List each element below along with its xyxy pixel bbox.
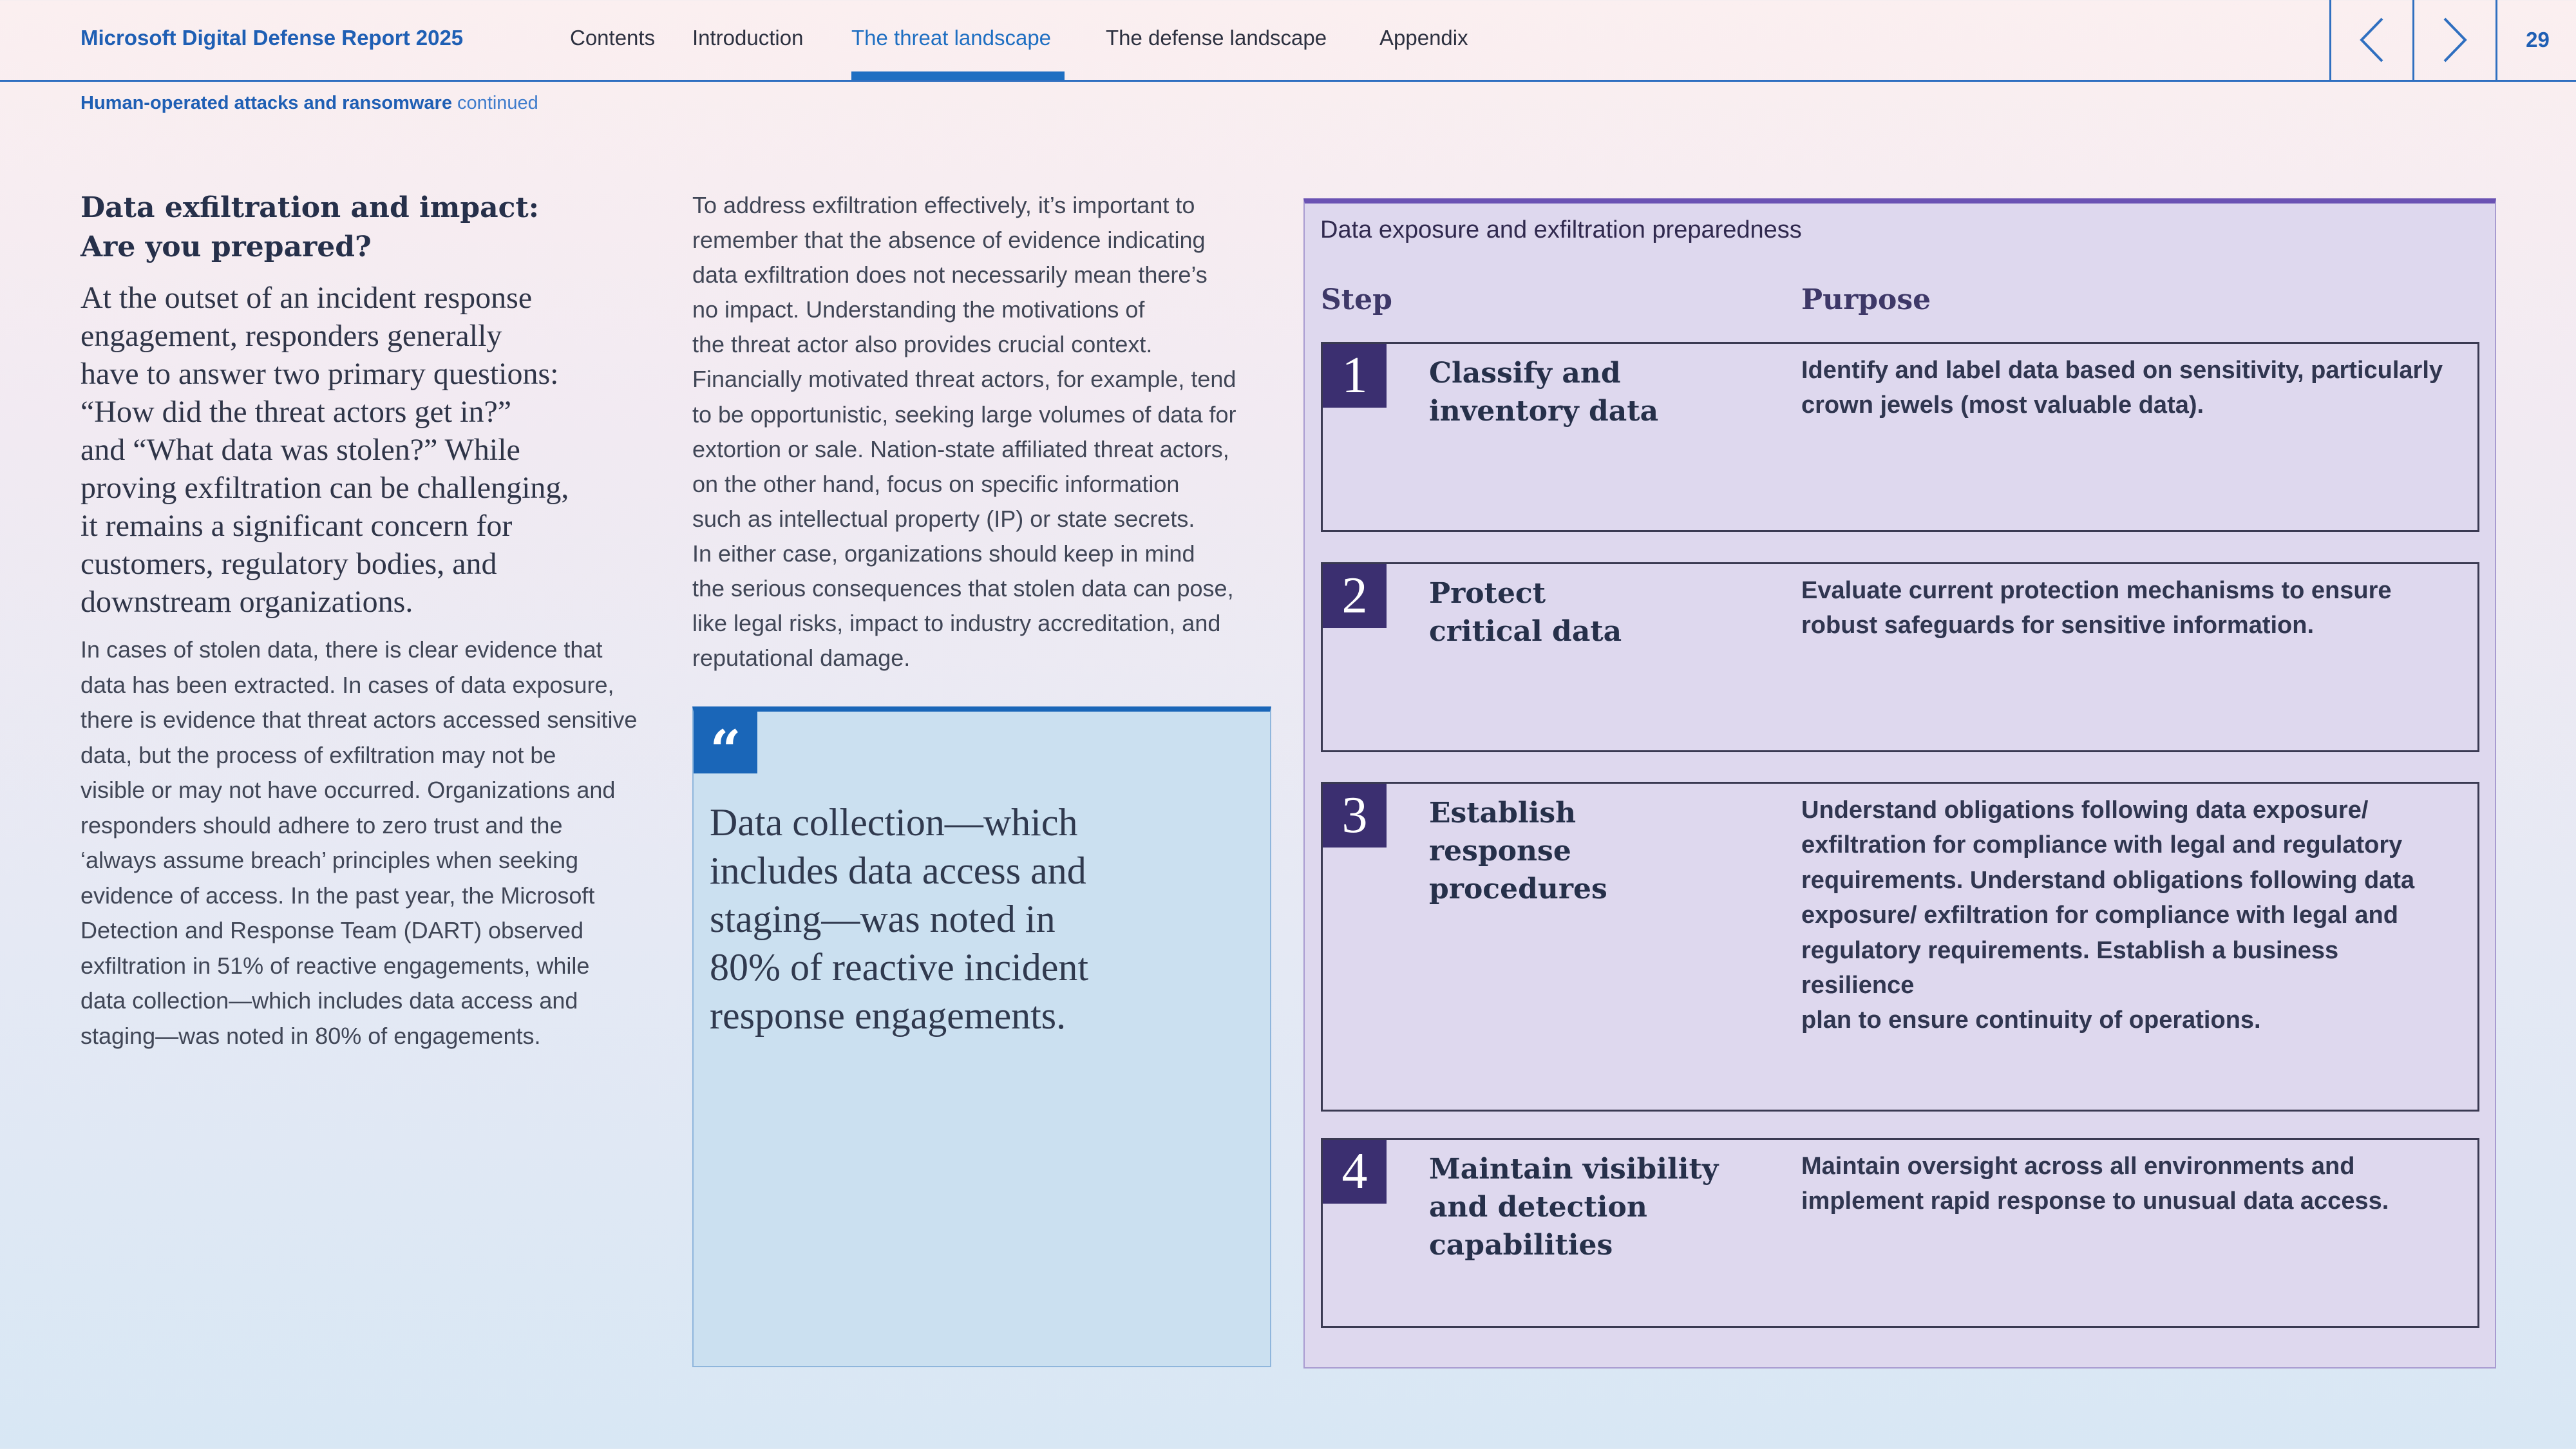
step-purpose (1801, 1149, 2452, 1219)
body-line: remember that the absence of evidence indicating (692, 227, 1206, 254)
nav-threat-landscape[interactable]: The threat landscape (851, 26, 1052, 50)
section-heading (80, 188, 660, 267)
purpose-line: Understand obligations following data exposure/ (1801, 797, 2369, 824)
body-paragraph (80, 632, 660, 1054)
step-number: 1 (1323, 344, 1387, 408)
page-number: 29 (2496, 0, 2576, 80)
breadcrumb-section[interactable]: Human-operated attacks and ransomware (80, 93, 452, 113)
body-line: like legal risks, impact to industry accreditation, and (692, 610, 1221, 637)
lead-paragraph (80, 279, 660, 621)
step-row-4 (1321, 1138, 2479, 1328)
lead-line: proving exfiltration can be challenging, (80, 471, 569, 505)
body-line: To address exfiltration effectively, it’s important to (692, 192, 1195, 218)
step-name-line: inventory data (1429, 395, 1659, 428)
purpose-line: exfiltration for compliance with legal and regulatory (1801, 831, 2403, 859)
body-line: ‘always assume breach’ principles when seeking (80, 847, 579, 873)
purpose-line: exposure/ exfiltration for compliance with legal and (1801, 902, 2398, 929)
step-name-line: response (1429, 835, 1571, 867)
step-name-line: Classify and (1429, 357, 1621, 390)
step-name (1429, 794, 1732, 908)
previous-page-button[interactable] (2329, 0, 2412, 80)
active-tab-indicator (851, 71, 1065, 80)
pull-quote-box (692, 706, 1271, 1367)
step-name (1429, 1150, 1732, 1264)
body-line: In cases of stolen data, there is clear evidence that (80, 636, 603, 663)
nav-introduction[interactable]: Introduction (692, 26, 804, 50)
breadcrumb-suffix: continued (457, 93, 538, 113)
lead-line: “How did the threat actors get in?” (80, 395, 512, 429)
purpose-line: Maintain oversight across all environments and (1801, 1153, 2355, 1180)
step-name-line: capabilities (1429, 1229, 1613, 1262)
body-line: on the other hand, focus on specific information (692, 470, 1180, 497)
pull-quote-text (710, 799, 1238, 1040)
step-name (1429, 354, 1732, 430)
body-line: responders should adhere to zero trust and the (80, 811, 563, 838)
quote-line: response engagements. (710, 994, 1066, 1037)
top-navigation-bar (0, 0, 2576, 82)
step-row-2 (1321, 562, 2479, 752)
body-line: the serious consequences that stolen data can pose, (692, 575, 1234, 602)
step-purpose (1801, 793, 2452, 1038)
heading-line: Are you prepared? (80, 231, 372, 263)
nav-defense-landscape[interactable]: The defense landscape (1106, 26, 1327, 50)
step-number: 4 (1323, 1140, 1387, 1204)
step-name-line: Protect (1429, 577, 1546, 610)
step-name-line: procedures (1429, 873, 1607, 905)
lead-line: have to answer two primary questions: (80, 357, 559, 391)
step-row-1 (1321, 342, 2479, 532)
step-name (1429, 574, 1732, 650)
body-line: to be opportunistic, seeking large volumes of data for (692, 401, 1236, 428)
report-title[interactable]: Microsoft Digital Defense Report 2025 (80, 26, 464, 50)
body-line: extortion or sale. Nation-state affiliated threat actors, (692, 435, 1229, 462)
purpose-line: regulatory requirements. Establish a business resilience (1801, 936, 2339, 999)
purpose-line: Identify and label data based on sensitivity, particularly (1801, 357, 2443, 384)
body-line: visible or may not have occurred. Organizations and (80, 777, 616, 803)
left-column (80, 188, 660, 1054)
body-line: Financially motivated threat actors, for example, tend (692, 366, 1236, 393)
lead-line: At the outset of an incident response (80, 281, 533, 315)
purpose-line: implement rapid response to unusual data access. (1801, 1188, 2389, 1215)
lead-line: customers, regulatory bodies, and (80, 547, 497, 581)
body-line: data collection—which includes data access and (80, 987, 578, 1014)
lead-line: downstream organizations. (80, 585, 413, 619)
quote-line: includes data access and (710, 849, 1086, 892)
body-line: reputational damage. (692, 645, 911, 672)
step-name-line: critical data (1429, 615, 1622, 648)
body-paragraph (692, 188, 1275, 676)
column-header-step: Step (1321, 283, 1392, 316)
panel-title: Data exposure and exfiltration preparedness (1320, 216, 1802, 243)
body-line: evidence of access. In the past year, the Microsoft (80, 882, 595, 909)
step-name-line: and detection (1429, 1191, 1647, 1224)
breadcrumb (80, 93, 538, 114)
chevron-right-icon (2442, 17, 2468, 62)
nav-appendix[interactable]: Appendix (1379, 26, 1468, 50)
lead-line: engagement, responders generally (80, 319, 502, 353)
quote-line: Data collection—which (710, 801, 1078, 844)
body-line: Detection and Response Team (DART) observed (80, 917, 584, 943)
body-line: no impact. Understanding the motivations of (692, 296, 1145, 323)
middle-column (692, 188, 1275, 676)
lead-line: it remains a significant concern for (80, 509, 513, 543)
step-name-line: Maintain visibility (1429, 1153, 1719, 1186)
body-line: In either case, organizations should keep in mind (692, 540, 1195, 567)
lead-line: and “What data was stolen?” While (80, 433, 520, 467)
body-line: such as intellectual property (IP) or state secrets. (692, 505, 1195, 532)
purpose-line: robust safeguards for sensitive information. (1801, 612, 2315, 639)
body-line: data, but the process of exfiltration may not be (80, 741, 556, 768)
step-purpose (1801, 353, 2452, 423)
step-row-3 (1321, 782, 2479, 1112)
step-number: 3 (1323, 784, 1387, 848)
quote-icon: “ (694, 712, 757, 773)
body-line: there is evidence that threat actors accessed sensitive (80, 706, 638, 733)
column-header-purpose: Purpose (1801, 283, 1931, 316)
body-line: the threat actor also provides crucial context. (692, 331, 1153, 358)
body-line: staging—was noted in 80% of engagements. (80, 1022, 541, 1049)
next-page-button[interactable] (2412, 0, 2496, 80)
step-purpose (1801, 573, 2452, 643)
heading-line: Data exfiltration and impact: (80, 191, 539, 224)
quote-line: 80% of reactive incident (710, 946, 1089, 989)
nav-contents[interactable]: Contents (570, 26, 656, 50)
chevron-left-icon (2359, 17, 2385, 62)
body-line: exfiltration in 51% of reactive engagements, while (80, 952, 590, 979)
step-number: 2 (1323, 564, 1387, 628)
purpose-line: Evaluate current protection mechanisms to ensure (1801, 577, 2392, 604)
body-line: data has been extracted. In cases of data exposure, (80, 671, 614, 698)
purpose-line: requirements. Understand obligations following data (1801, 866, 2415, 894)
purpose-line: plan to ensure continuity of operations. (1801, 1007, 2261, 1034)
body-line: data exfiltration does not necessarily mean there’s (692, 261, 1208, 289)
purpose-line: crown jewels (most valuable data). (1801, 392, 2204, 419)
quote-line: staging—was noted in (710, 898, 1056, 940)
step-name-line: Establish (1429, 797, 1577, 829)
